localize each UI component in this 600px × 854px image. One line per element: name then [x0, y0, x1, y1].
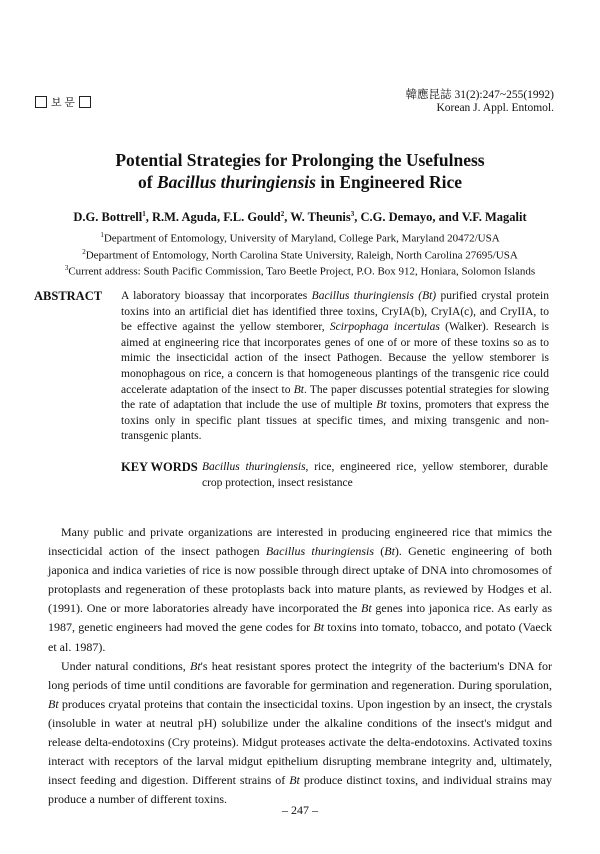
keyword-segment: Bacillus thuringiensis: [202, 461, 306, 473]
body-segment: Bt: [48, 696, 59, 711]
keywords-text: [202, 460, 548, 491]
paper-title-line2: [0, 171, 600, 193]
author-name: V.F. Magalit: [461, 210, 527, 225]
body-segment: Bacillus thuringiensis: [265, 544, 375, 559]
affiliation-list: [0, 229, 600, 279]
abstract-segment: A laboratory bioassay that incorporates: [121, 290, 312, 302]
paper-title: [0, 149, 600, 193]
author-name: W. Theunis: [290, 210, 351, 225]
abstract-segment: purified crystal protein toxins into an artificial diet has identified three toxins, CryIA(b), CryIA(c), and CryIIA, to be effective against the yellow stemborer,: [121, 290, 549, 334]
body-segment: Many public and private organizations are interested in producing engineered rice that mimics the insecticidal action of the insect pathogen: [48, 525, 552, 559]
abstract-segment: Bt: [376, 399, 387, 412]
affiliation-text: Department of Entomology, University of Maryland, College Park, Maryland 20472/USA: [103, 232, 500, 245]
author-name: F.L. Gould: [223, 210, 281, 225]
abstract-segment: Scirpophaga incertulas: [329, 321, 440, 334]
body-text: [48, 523, 552, 809]
journal-citation: [406, 89, 554, 115]
body-paragraph: [48, 657, 552, 810]
title-prefix: of: [138, 172, 157, 192]
abstract-label: ABSTRACT: [34, 289, 103, 303]
body-segment: Bt: [361, 601, 372, 616]
abstract-segment: toxins, promoters that express the toxins only in specific plant tissues at specific times, and mixing transgenic and non-transgenic plants.: [121, 399, 549, 443]
author-list: D.G. Bottrell$^1$, R.M. Aguda, F.L. Gould$^2$, W. Theunis$^3$, C.G. Demayo, and V.F. Magalit: [73, 210, 527, 225]
document-type-text: 보 문: [51, 97, 76, 109]
body-segment: Bt: [384, 544, 395, 559]
checkbox-left-icon: [35, 96, 47, 108]
body-segment: toxins into tomato, tobacco, and potato (Vaeck et al. 1987).: [48, 620, 552, 654]
affiliation-mark: 1: [100, 231, 104, 239]
abstract-segment: Bt: [293, 383, 304, 396]
author-affiliation-mark: 2: [280, 210, 285, 218]
body-segment: ). Genetic engineering of both japonica and indica varieties of rice is now possible through direct uptake of DNA into chromosomes of protoplasts and regeneration of these protoplasts back into mature plants, as reviewed by Hodges et al. (1991). One or more laboratories already have incorporated the: [48, 544, 552, 616]
author-affiliation-mark: 1: [142, 210, 146, 218]
affiliation-text: Department of Entomology, North Carolina State University, Raleigh, North Carolina 27695/USA: [85, 249, 518, 262]
document-type-label: [35, 94, 91, 110]
author-name: D.G. Bottrell: [73, 210, 143, 225]
abstract-segment: . The paper discusses potential strategies for slowing the rate of adaptation that include the use of multiple: [121, 383, 550, 412]
body-segment: produce distinct toxins, and individual strains may produce a number of different toxins.: [48, 773, 552, 807]
affiliation-line: [0, 262, 600, 279]
body-segment: Bt: [189, 658, 201, 673]
title-italic: Bacillus thuringiensis: [156, 172, 316, 192]
author-name: C.G. Demayo: [360, 210, 433, 225]
body-segment: genes into japonica rice. As early as 1987, genetic engineers had moved the gene codes for: [48, 601, 552, 635]
body-paragraph: [48, 523, 552, 657]
body-segment: 's heat resistant spores protect the integrity of the bacterium's DNA for long periods of time until conditions are favorable for germination and regeneration. During sporulation,: [48, 658, 552, 692]
keyword-segment: , rice, engineered rice, yellow stemborer, durable crop protection, insect resistance: [202, 461, 549, 489]
body-segment: Under natural conditions,: [61, 658, 190, 673]
affiliation-mark: 3: [64, 264, 69, 273]
title-suffix: in Engineered Rice: [315, 172, 462, 192]
affiliation-mark: 2: [82, 247, 86, 256]
abstract-segment: (Walker). Research is aimed at engineering rice that incorporates genes of one of or more of these toxins so as to mimic the insecticidal action of the insect Pathogen. Because the yellow stemborer is monophagous on rice, a concern is that homogeneous plantings of the transgenic rice could accelerate adaptation of the insect to: [121, 321, 549, 396]
abstract-text: [121, 289, 549, 445]
keywords-label: KEY WORDS: [121, 460, 198, 474]
affiliation-line: [0, 246, 600, 263]
author-affiliation-mark: 3: [350, 210, 355, 218]
body-segment: produces cryatal proteins that contain the insecticidal toxins. Upon ingestion by an insect, the crystals (insoluble in water at neutral pH) solubilize under the alkaline conditions of the insect's midgut and release delta-endotoxins (Cry proteins). Midgut proteases activate the delta-endotoxins. Activated toxins interact with receptors of the larval midgut epithelium disrupting membrane integrity and, ultimately, insect feeding and digestion. Different strains of: [48, 696, 552, 788]
affiliation-line: [0, 229, 600, 246]
checkbox-right-icon: [79, 96, 91, 108]
journal-citation-line2: Korean J. Appl. Entomol.: [436, 102, 554, 114]
body-segment: Bt: [313, 620, 325, 635]
author-name: R.M. Aguda: [151, 210, 217, 225]
page-number: – 247 –: [282, 803, 318, 817]
affiliation-text: Current address: South Pacific Commission, Taro Beetle Project, P.O. Box 912, Honiara, Solomon Islands: [68, 265, 536, 278]
paper-title-line1: Potential Strategies for Prolonging the Usefulness: [115, 150, 485, 170]
abstract-segment: Bacillus thuringiensis (Bt): [311, 290, 437, 302]
body-segment: Bt: [289, 773, 300, 788]
journal-citation-line1: 韓應昆誌 31(2):247~255(1992): [405, 89, 554, 101]
body-segment: (: [374, 544, 385, 559]
